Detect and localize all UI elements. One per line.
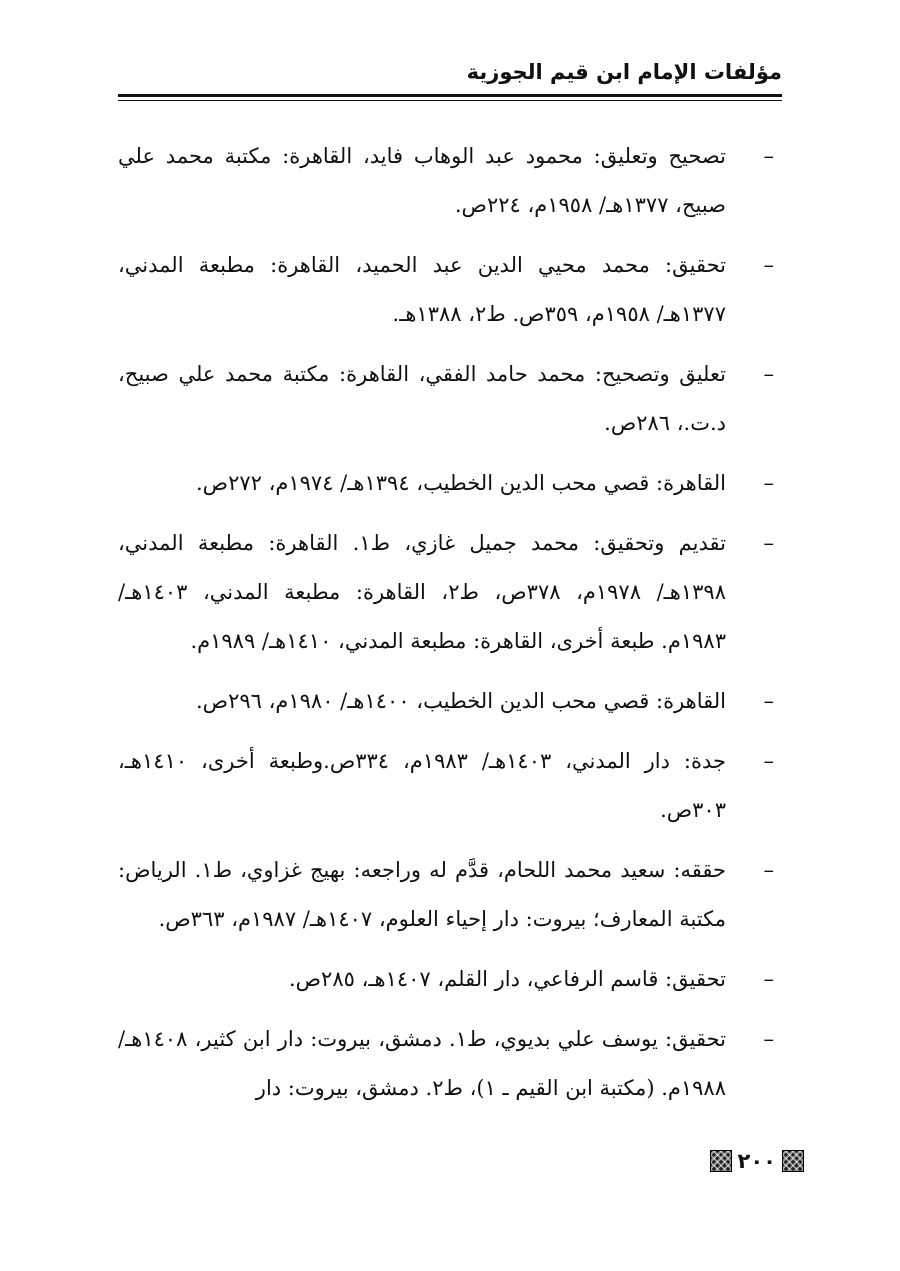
entry-text: جدة: دار المدني، ١٤٠٣هـ/ ١٩٨٣م، ٣٣٤ص.وطبعة أخرى، ١٤١٠هـ، ٣٠٣ص. <box>118 749 726 822</box>
list-item <box>118 737 782 835</box>
entry-dash: – <box>763 531 774 555</box>
entry-text: تحقيق: قاسم الرفاعي، دار القلم، ١٤٠٧هـ، ٢٨٥ص. <box>288 967 726 991</box>
entry-text: تحقيق: محمد محيي الدين عبد الحميد، القاهرة: مطبعة المدني، ١٣٧٧هـ/ ١٩٥٨م، ٣٥٩ص. ط٢، ١٣٨٨هـ. <box>118 253 726 326</box>
entry-dash: – <box>763 689 774 713</box>
ornament-icon <box>782 1150 804 1172</box>
entry-dash: – <box>763 253 774 277</box>
list-item <box>118 132 782 230</box>
running-title: مؤلفات الإمام ابن قيم الجوزية <box>466 60 782 84</box>
list-item <box>118 459 782 508</box>
entry-dash: – <box>763 362 774 386</box>
entry-text: القاهرة: قصي محب الدين الخطيب، ١٣٩٤هـ/ ١٩٧٤م، ٢٧٢ص. <box>195 471 726 495</box>
header-rule-thin <box>118 100 782 101</box>
list-item <box>118 519 782 666</box>
entry-dash: – <box>763 1027 774 1051</box>
entry-text: القاهرة: قصي محب الدين الخطيب، ١٤٠٠هـ/ ١٩٨٠م، ٢٩٦ص. <box>195 689 726 713</box>
list-item <box>118 955 782 1004</box>
list-item <box>118 350 782 448</box>
entry-text: تصحيح وتعليق: محمود عبد الوهاب فايد، القاهرة: مكتبة محمد علي صبيح، ١٣٧٧هـ/ ١٩٥٨م، ٢٢٤ص. <box>118 144 726 217</box>
entry-dash: – <box>763 144 774 168</box>
ornament-icon <box>710 1150 732 1172</box>
page-header <box>118 56 782 100</box>
entry-text: تحقيق: يوسف علي بديوي، ط١. دمشق، بيروت: دار ابن كثير، ١٤٠٨هـ/ ١٩٨٨م. (مكتبة ابن القيم ـ ١)، ط٢. دمشق، بيروت: دار <box>118 1027 726 1100</box>
entry-dash: – <box>763 749 774 773</box>
list-item <box>118 1015 782 1113</box>
list-item <box>118 677 782 726</box>
bibliography-list <box>118 132 782 1124</box>
entry-text: حققه: سعيد محمد اللحام، قدَّم له وراجعه: بهيج غزاوي، ط١. الرياض: مكتبة المعارف؛ بيروت: دار إحياء العلوم، ١٤٠٧هـ/ ١٩٨٧م، ٣٦٣ص. <box>118 858 726 931</box>
page-number: ٢٠٠ <box>737 1149 776 1173</box>
entry-text: تقديم وتحقيق: محمد جميل غازي، ط١. القاهرة: مطبعة المدني، ١٣٩٨هـ/ ١٩٧٨م، ٣٧٨ص، ط٢، القاهرة: مطبعة المدني، ١٤٠٣هـ/ ١٩٨٣م. طبعة أخرى، القاهرة: مطبعة المدني، ١٤١٠هـ/ ١٩٨٩م. <box>118 531 726 653</box>
list-item <box>118 241 782 339</box>
page-footer <box>710 1146 804 1176</box>
list-item <box>118 846 782 944</box>
entry-dash: – <box>763 471 774 495</box>
entry-dash: – <box>763 967 774 991</box>
entry-text: تعليق وتصحيح: محمد حامد الفقي، القاهرة: مكتبة محمد علي صبيح، د.ت.، ٢٨٦ص. <box>118 362 726 435</box>
header-rule-thick <box>118 94 782 97</box>
entry-dash: – <box>763 858 774 882</box>
